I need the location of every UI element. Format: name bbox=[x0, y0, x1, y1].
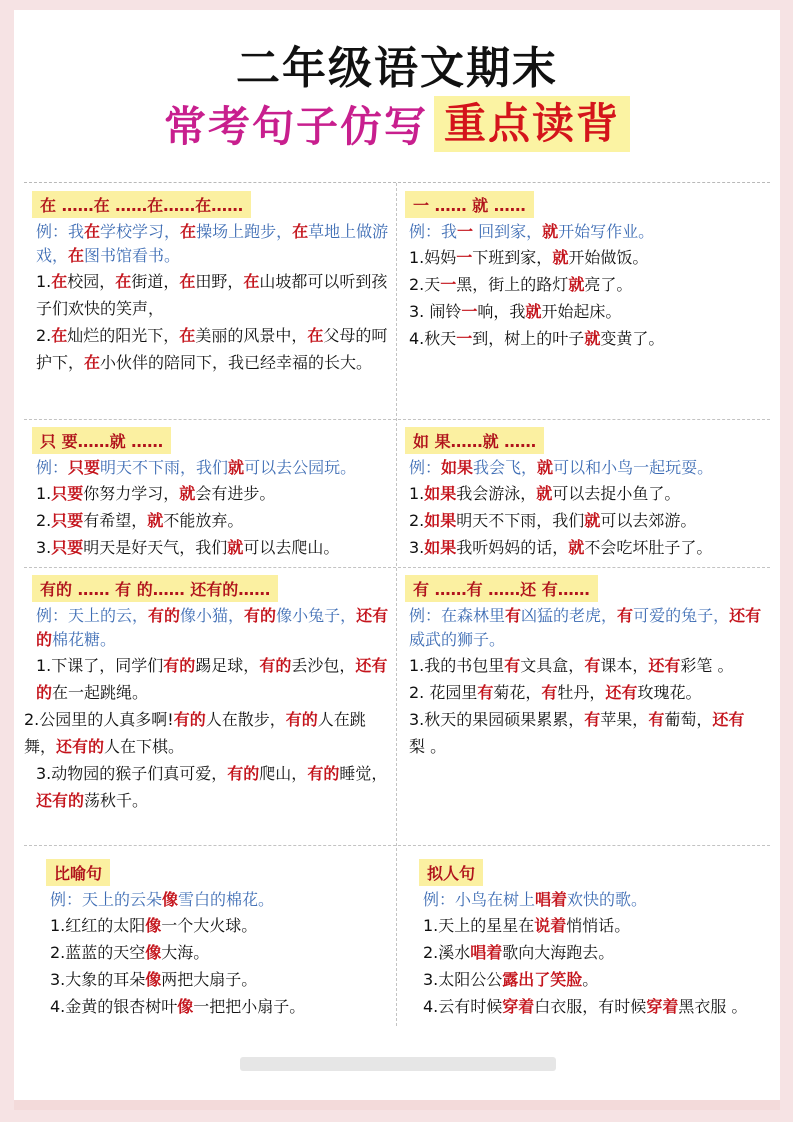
text-segment: 不能放弃。 bbox=[163, 511, 244, 530]
keyword-highlight: 有 bbox=[541, 683, 558, 702]
practice-sentence bbox=[397, 507, 770, 534]
text-segment: 3.大象的耳朵 bbox=[50, 970, 146, 989]
text-segment: 亮了。 bbox=[584, 275, 633, 294]
text-segment: 两把大扇子。 bbox=[161, 970, 258, 989]
keyword-highlight: 像 bbox=[162, 890, 179, 909]
text-segment: 1.红红的太阳 bbox=[50, 916, 146, 935]
text-segment: 我会游泳， bbox=[456, 484, 537, 503]
text-segment: 学校学习， bbox=[100, 222, 181, 241]
text-segment: 梨 。 bbox=[409, 737, 447, 756]
text-segment: 苹果， bbox=[600, 710, 649, 729]
text-segment: 可以和小鸟一起玩耍。 bbox=[553, 458, 714, 477]
keyword-highlight: 一 bbox=[440, 275, 457, 294]
example-sentence bbox=[24, 220, 396, 268]
keyword-highlight: 有的 bbox=[227, 764, 260, 783]
text-segment: 山坡都可以听到孩子们欢快的笑声， bbox=[36, 272, 388, 318]
keyword-highlight: 在 bbox=[179, 326, 196, 345]
keyword-highlight: 有的 bbox=[148, 606, 181, 625]
text-segment: 美丽的风景中， bbox=[195, 326, 308, 345]
practice-sentence bbox=[38, 966, 396, 993]
text-segment: 开始写作业。 bbox=[558, 222, 655, 241]
keyword-highlight: 像 bbox=[145, 943, 162, 962]
section-zhiyao-jiu bbox=[24, 423, 396, 561]
keyword-highlight: 就 bbox=[536, 484, 553, 503]
practice-sentence bbox=[411, 939, 770, 966]
practice-sentence bbox=[24, 534, 396, 561]
text-segment: 黑，街上的路灯 bbox=[456, 275, 569, 294]
text-segment: 4.秋天 bbox=[409, 329, 457, 348]
text-segment: 例：我 bbox=[36, 222, 85, 241]
text-segment: 2. bbox=[409, 511, 425, 530]
text-segment: 灿烂的阳光下， bbox=[67, 326, 180, 345]
text-segment: 踢足球， bbox=[195, 656, 260, 675]
text-segment: 2. bbox=[36, 326, 52, 345]
text-segment: 牡丹， bbox=[557, 683, 606, 702]
text-segment: 例：天上的云， bbox=[36, 606, 149, 625]
example-sentence bbox=[397, 604, 770, 652]
text-segment: 睡觉， bbox=[339, 764, 388, 783]
text-segment: 2.蓝蓝的天空 bbox=[50, 943, 146, 962]
text-segment: 操场上跑步， bbox=[196, 222, 293, 241]
keyword-highlight: 还有 bbox=[712, 710, 745, 729]
text-segment: 例： bbox=[409, 458, 442, 477]
practice-sentence bbox=[24, 322, 396, 376]
practice-sentence bbox=[397, 298, 770, 325]
text-segment: 荡秋千。 bbox=[84, 791, 149, 810]
keyword-highlight: 在 bbox=[51, 272, 68, 291]
text-segment: 一个大火球。 bbox=[161, 916, 258, 935]
keyword-highlight: 还有的 bbox=[36, 656, 388, 702]
practice-sentence bbox=[397, 244, 770, 271]
text-segment: 明天不下雨，我们 bbox=[100, 458, 229, 477]
text-segment: 变黄了。 bbox=[600, 329, 665, 348]
section-simile bbox=[38, 855, 396, 1020]
text-segment: 威武的狮子。 bbox=[409, 630, 506, 649]
text-segment: 到，树上的叶子 bbox=[472, 329, 585, 348]
text-segment: 葡萄， bbox=[664, 710, 713, 729]
keyword-highlight: 有 bbox=[617, 606, 634, 625]
keyword-highlight: 穿着 bbox=[646, 997, 679, 1016]
keyword-highlight: 一 bbox=[456, 248, 473, 267]
practice-sentence bbox=[24, 706, 396, 760]
text-segment: 白衣服，有时候 bbox=[534, 997, 647, 1016]
page-subtitle bbox=[14, 94, 780, 154]
keyword-highlight: 在 bbox=[115, 272, 132, 291]
subtitle-part-2: 重点读背 bbox=[434, 96, 630, 152]
keyword-highlight: 如果 bbox=[424, 484, 457, 503]
text-segment: 。 bbox=[582, 970, 599, 989]
keyword-highlight: 只要 bbox=[51, 484, 84, 503]
text-segment: 在一起跳绳。 bbox=[52, 683, 149, 702]
practice-sentence bbox=[397, 271, 770, 298]
keyword-highlight: 还有 bbox=[605, 683, 638, 702]
text-segment: 棉花糖。 bbox=[52, 630, 117, 649]
text-segment: 图书馆看书。 bbox=[84, 246, 181, 265]
keyword-highlight: 唱着 bbox=[470, 943, 503, 962]
practice-sentence bbox=[397, 534, 770, 561]
text-segment: 例： bbox=[36, 458, 69, 477]
keyword-highlight: 就 bbox=[568, 275, 585, 294]
keyword-highlight: 有 bbox=[648, 710, 665, 729]
text-segment: 2.溪水 bbox=[423, 943, 471, 962]
section-zai bbox=[24, 187, 396, 376]
practice-sentence bbox=[24, 652, 396, 706]
text-segment: 响，我 bbox=[477, 302, 526, 321]
keyword-highlight: 就 bbox=[584, 329, 601, 348]
keyword-highlight: 就 bbox=[584, 511, 601, 530]
keyword-highlight: 有 bbox=[584, 710, 601, 729]
practice-sentence bbox=[411, 993, 770, 1020]
text-segment: 2. bbox=[36, 511, 52, 530]
practice-sentence bbox=[24, 268, 396, 322]
keyword-highlight: 说着 bbox=[534, 916, 567, 935]
text-segment: 2.天 bbox=[409, 275, 441, 294]
text-segment: 彩笔 。 bbox=[680, 656, 734, 675]
section-header: 有 ……有 ……还 有…… bbox=[405, 575, 598, 602]
keyword-highlight: 就 bbox=[228, 458, 245, 477]
practice-sentence bbox=[38, 912, 396, 939]
text-segment: 悄悄话。 bbox=[566, 916, 631, 935]
text-segment: 有希望， bbox=[83, 511, 148, 530]
keyword-highlight: 在 bbox=[84, 222, 101, 241]
row-divider bbox=[24, 567, 770, 568]
keyword-highlight: 穿着 bbox=[502, 997, 535, 1016]
keyword-highlight: 有 bbox=[505, 606, 522, 625]
practice-sentence bbox=[397, 480, 770, 507]
example-sentence bbox=[38, 888, 396, 912]
blurred-watermark bbox=[240, 1057, 556, 1071]
text-segment: 父母的呵护下， bbox=[36, 326, 388, 372]
text-segment: 街道， bbox=[131, 272, 180, 291]
keyword-highlight: 就 bbox=[542, 222, 559, 241]
section-header: 有的 …… 有 的…… 还有的…… bbox=[32, 575, 278, 602]
text-segment: 明天是好天气，我们 bbox=[83, 538, 228, 557]
text-segment: 1.下课了，同学们 bbox=[36, 656, 164, 675]
sentence-grid bbox=[24, 182, 770, 1110]
keyword-highlight: 在 bbox=[307, 326, 324, 345]
example-sentence bbox=[397, 456, 770, 480]
text-segment: 例：在森林里 bbox=[409, 606, 506, 625]
keyword-highlight: 就 bbox=[568, 538, 585, 557]
text-segment: 欢快的歌。 bbox=[567, 890, 648, 909]
text-segment: 你努力学习， bbox=[83, 484, 180, 503]
text-segment: 不会吃坏肚子了。 bbox=[584, 538, 713, 557]
keyword-highlight: 就 bbox=[179, 484, 196, 503]
text-segment: 1.天上的星星在 bbox=[423, 916, 535, 935]
keyword-highlight: 在 bbox=[68, 246, 85, 265]
keyword-highlight: 有的 bbox=[173, 710, 206, 729]
text-segment: 明天不下雨，我们 bbox=[456, 511, 585, 530]
text-segment: 爬山， bbox=[259, 764, 308, 783]
text-segment: 像小兔子， bbox=[276, 606, 357, 625]
example-sentence bbox=[24, 456, 396, 480]
text-segment: 3. 闹铃 bbox=[409, 302, 462, 321]
section-header: 只 要……就 …… bbox=[32, 427, 171, 454]
text-segment: 可以去公园玩。 bbox=[244, 458, 357, 477]
keyword-highlight: 就 bbox=[537, 458, 554, 477]
subtitle-part-1: 常考句子仿写 bbox=[163, 102, 428, 151]
text-segment: 人在跳舞， bbox=[24, 710, 366, 756]
keyword-highlight: 像 bbox=[177, 997, 194, 1016]
example-sentence bbox=[397, 220, 770, 244]
worksheet-page bbox=[14, 10, 780, 1110]
row-divider bbox=[24, 845, 770, 846]
keyword-highlight: 露出了笑脸 bbox=[502, 970, 583, 989]
practice-sentence bbox=[411, 912, 770, 939]
text-segment: 课本， bbox=[600, 656, 649, 675]
text-segment: 4.云有时候 bbox=[423, 997, 503, 1016]
section-header: 比喻句 bbox=[46, 859, 110, 886]
bottom-border bbox=[14, 1100, 780, 1110]
text-segment: 我会飞， bbox=[473, 458, 538, 477]
practice-sentence bbox=[24, 480, 396, 507]
section-header: 一 …… 就 …… bbox=[405, 191, 534, 218]
keyword-highlight: 有的 bbox=[307, 764, 340, 783]
section-ruguo-jiu bbox=[397, 423, 770, 561]
keyword-highlight: 还有 bbox=[648, 656, 681, 675]
keyword-highlight: 像 bbox=[145, 970, 162, 989]
text-segment: 例：天上的云朵 bbox=[50, 890, 163, 909]
practice-sentence bbox=[397, 706, 770, 760]
text-segment: 小伙伴的陪同下，我已经幸福的长大。 bbox=[100, 353, 373, 372]
text-segment: 开始起床。 bbox=[541, 302, 622, 321]
text-segment: 下班到家， bbox=[472, 248, 553, 267]
keyword-highlight: 就 bbox=[552, 248, 569, 267]
text-segment: 丢沙包， bbox=[291, 656, 356, 675]
keyword-highlight: 在 bbox=[292, 222, 309, 241]
text-segment: 凶猛的老虎， bbox=[521, 606, 618, 625]
text-segment: 3. bbox=[36, 538, 52, 557]
practice-sentence bbox=[411, 966, 770, 993]
text-segment: 回到家， bbox=[473, 222, 543, 241]
keyword-highlight: 有的 bbox=[259, 656, 292, 675]
keyword-highlight: 在 bbox=[84, 353, 101, 372]
keyword-highlight: 唱着 bbox=[535, 890, 568, 909]
text-segment: 黑衣服 。 bbox=[678, 997, 748, 1016]
practice-sentence bbox=[38, 993, 396, 1020]
practice-sentence bbox=[38, 939, 396, 966]
keyword-highlight: 如果 bbox=[424, 538, 457, 557]
keyword-highlight: 一 bbox=[457, 222, 474, 241]
section-youde bbox=[24, 571, 396, 814]
text-segment: 例：我 bbox=[409, 222, 458, 241]
keyword-highlight: 有 bbox=[477, 683, 494, 702]
section-you-haiyou bbox=[397, 571, 770, 760]
keyword-highlight: 如果 bbox=[424, 511, 457, 530]
text-segment: 一把把小扇子。 bbox=[193, 997, 306, 1016]
keyword-highlight: 只要 bbox=[68, 458, 101, 477]
keyword-highlight: 有的 bbox=[163, 656, 196, 675]
keyword-highlight: 就 bbox=[227, 538, 244, 557]
keyword-highlight: 像 bbox=[145, 916, 162, 935]
text-segment: 人在散步， bbox=[205, 710, 286, 729]
practice-sentence bbox=[397, 652, 770, 679]
text-segment: 4.金黄的银杏树叶 bbox=[50, 997, 178, 1016]
practice-sentence bbox=[24, 760, 396, 814]
text-segment: 校园， bbox=[67, 272, 116, 291]
example-sentence bbox=[24, 604, 396, 652]
keyword-highlight: 只要 bbox=[51, 511, 84, 530]
keyword-highlight: 还有的 bbox=[56, 737, 105, 756]
text-segment: 菊花， bbox=[493, 683, 542, 702]
text-segment: 可以去捉小鱼了。 bbox=[552, 484, 681, 503]
section-header: 在 ……在 ……在……在…… bbox=[32, 191, 251, 218]
text-segment: 文具盒， bbox=[520, 656, 585, 675]
text-segment: 会有进步。 bbox=[195, 484, 276, 503]
text-segment: 例：小鸟在树上 bbox=[423, 890, 536, 909]
text-segment: 我听妈妈的话， bbox=[456, 538, 569, 557]
text-segment: 可以去爬山。 bbox=[243, 538, 340, 557]
text-segment: 草地上做游戏， bbox=[36, 222, 389, 265]
keyword-highlight: 在 bbox=[180, 222, 197, 241]
practice-sentence bbox=[397, 325, 770, 352]
keyword-highlight: 在 bbox=[179, 272, 196, 291]
text-segment: 可以去郊游。 bbox=[600, 511, 697, 530]
keyword-highlight: 有的 bbox=[285, 710, 318, 729]
section-yi-jiu bbox=[397, 187, 770, 352]
text-segment: 1.妈妈 bbox=[409, 248, 457, 267]
keyword-highlight: 在 bbox=[243, 272, 260, 291]
keyword-highlight: 一 bbox=[461, 302, 478, 321]
keyword-highlight: 有 bbox=[584, 656, 601, 675]
keyword-highlight: 就 bbox=[525, 302, 542, 321]
keyword-highlight: 有 bbox=[504, 656, 521, 675]
text-segment: 开始做饭。 bbox=[568, 248, 649, 267]
practice-sentence bbox=[397, 679, 770, 706]
text-segment: 3.动物园的猴子们真可爱， bbox=[36, 764, 228, 783]
example-sentence bbox=[411, 888, 770, 912]
text-segment: 田野， bbox=[195, 272, 244, 291]
text-segment: 1. bbox=[409, 484, 425, 503]
text-segment: 大海。 bbox=[161, 943, 210, 962]
section-header: 拟人句 bbox=[419, 859, 483, 886]
text-segment: 像小猫， bbox=[180, 606, 245, 625]
text-segment: 歌向大海跑去。 bbox=[502, 943, 615, 962]
section-header: 如 果……就 …… bbox=[405, 427, 544, 454]
keyword-highlight: 还有 bbox=[729, 606, 762, 625]
page-title: 二年级语文期末 bbox=[236, 43, 558, 94]
practice-sentence bbox=[24, 507, 396, 534]
keyword-highlight: 只要 bbox=[51, 538, 84, 557]
keyword-highlight: 就 bbox=[147, 511, 164, 530]
text-segment: 3.秋天的果园硕果累累， bbox=[409, 710, 585, 729]
text-segment: 3. bbox=[409, 538, 425, 557]
text-segment: 可爱的兔子， bbox=[633, 606, 730, 625]
keyword-highlight: 还有的 bbox=[36, 606, 389, 649]
text-segment: 1.我的书包里 bbox=[409, 656, 505, 675]
text-segment: 1. bbox=[36, 484, 52, 503]
text-segment: 2.公园里的人真多啊! bbox=[24, 710, 174, 729]
text-segment: 3.太阳公公 bbox=[423, 970, 503, 989]
row-divider bbox=[24, 419, 770, 420]
text-segment: 1. bbox=[36, 272, 52, 291]
keyword-highlight: 一 bbox=[456, 329, 473, 348]
text-segment: 雪白的棉花。 bbox=[178, 890, 275, 909]
text-segment: 玫瑰花。 bbox=[637, 683, 702, 702]
keyword-highlight: 在 bbox=[51, 326, 68, 345]
text-segment: 人在下棋。 bbox=[104, 737, 185, 756]
keyword-highlight: 有的 bbox=[244, 606, 277, 625]
section-personification bbox=[411, 855, 770, 1020]
keyword-highlight: 如果 bbox=[441, 458, 474, 477]
keyword-highlight: 还有的 bbox=[36, 791, 85, 810]
text-segment: 2. 花园里 bbox=[409, 683, 478, 702]
